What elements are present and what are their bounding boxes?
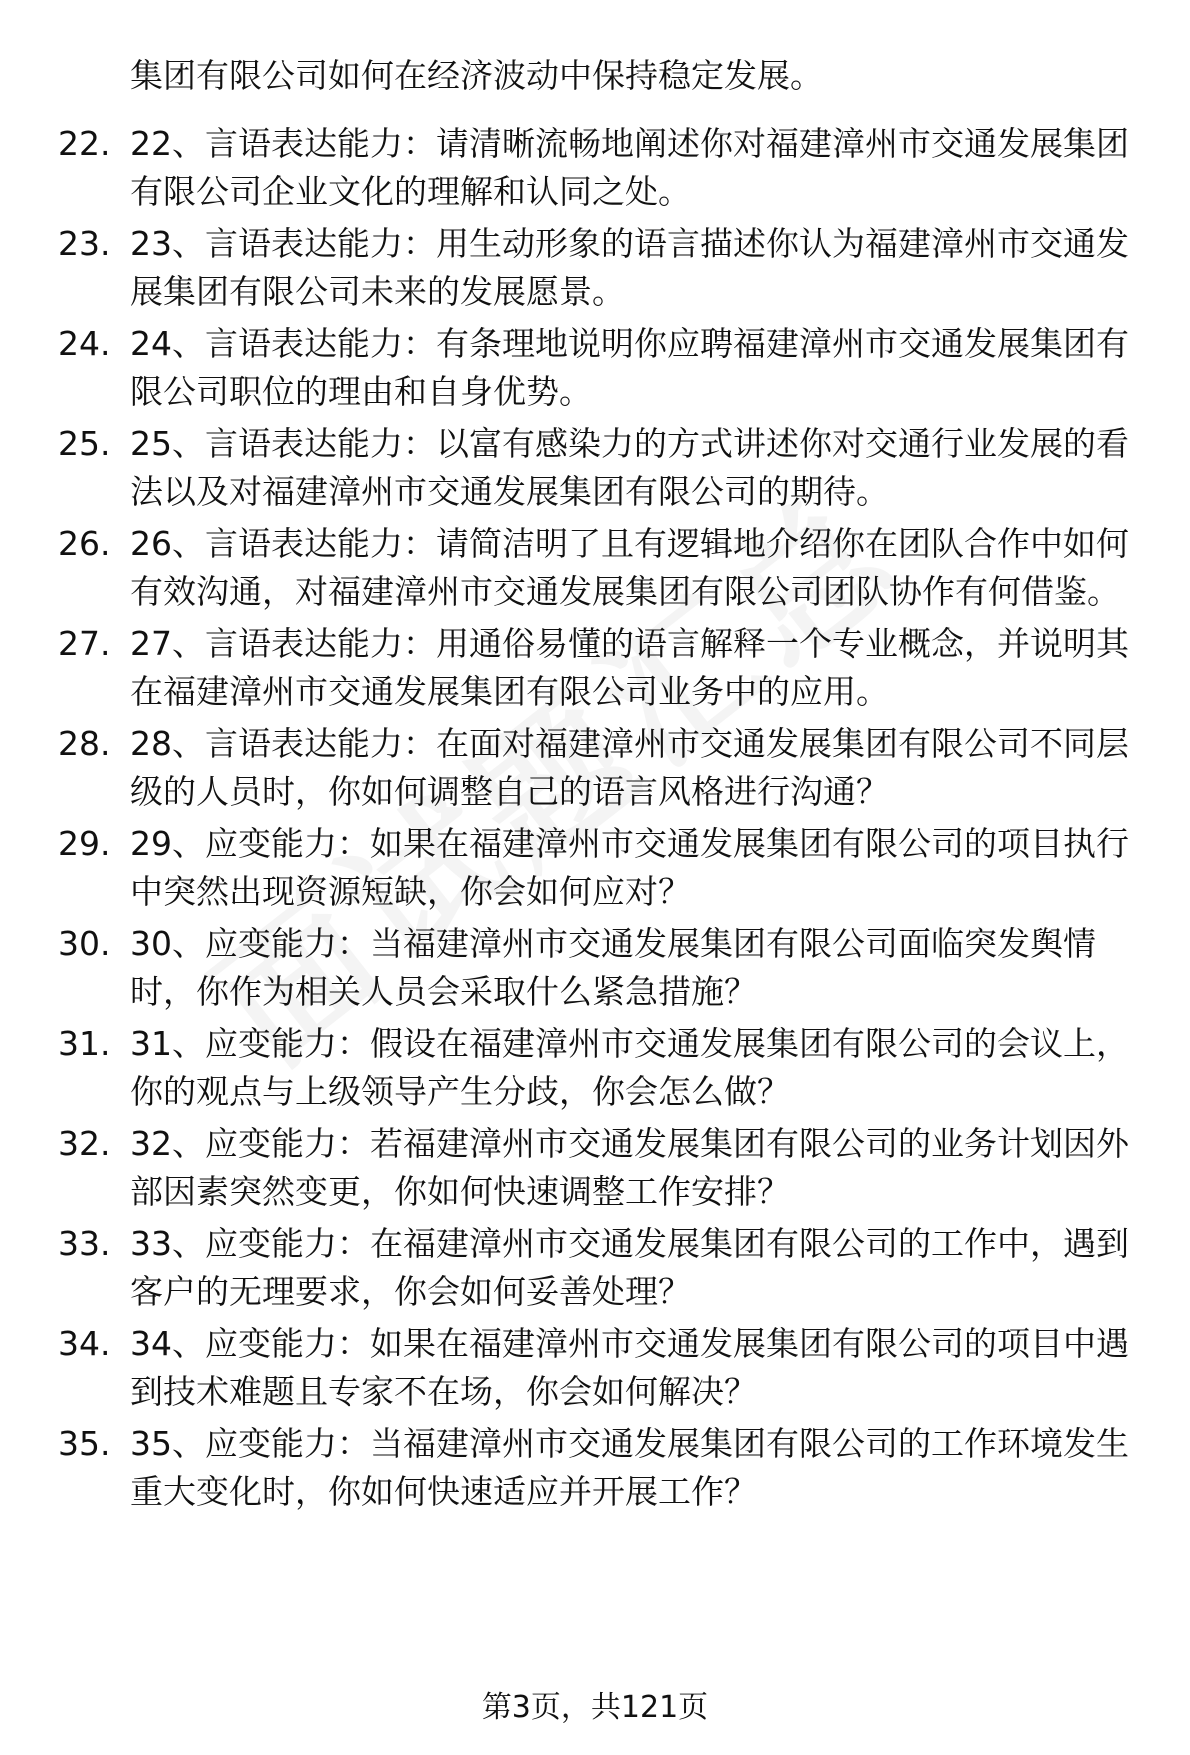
item-number: 31.	[58, 1024, 111, 1063]
list-item	[0, 220, 1190, 316]
item-number: 25.	[58, 424, 111, 463]
list-item	[0, 620, 1190, 716]
question-list	[0, 120, 1190, 1520]
item-text: 27、言语表达能力：用通俗易懂的语言解释一个专业概念，并说明其在福建漳州市交通发展集团有限公司业务中的应用。	[130, 624, 1129, 711]
item-text: 26、言语表达能力：请简洁明了且有逻辑地介绍你在团队合作中如何有效沟通，对福建漳州市交通发展集团有限公司团队协作有何借鉴。	[130, 524, 1129, 611]
item-number: 23.	[58, 224, 111, 263]
item-number: 34.	[58, 1324, 111, 1363]
item-text: 30、应变能力：当福建漳州市交通发展集团有限公司面临突发舆情时，你作为相关人员会采取什么紧急措施？	[130, 924, 1096, 1011]
item-text: 35、应变能力：当福建漳州市交通发展集团有限公司的工作环境发生重大变化时，你如何快速适应并开展工作？	[130, 1424, 1129, 1511]
item-text: 25、言语表达能力：以富有感染力的方式讲述你对交通行业发展的看法以及对福建漳州市交通发展集团有限公司的期待。	[130, 424, 1129, 511]
list-item	[0, 1020, 1190, 1116]
list-item	[0, 820, 1190, 916]
item-text: 24、言语表达能力：有条理地说明你应聘福建漳州市交通发展集团有限公司职位的理由和自身优势。	[130, 324, 1129, 411]
item-text: 32、应变能力：若福建漳州市交通发展集团有限公司的业务计划因外部因素突然变更，你如何快速调整工作安排？	[130, 1124, 1129, 1211]
item-number: 26.	[58, 524, 111, 563]
item-text: 29、应变能力：如果在福建漳州市交通发展集团有限公司的项目执行中突然出现资源短缺，你会如何应对？	[130, 824, 1129, 911]
item-number: 24.	[58, 324, 111, 363]
list-item	[0, 320, 1190, 416]
item-text: 34、应变能力：如果在福建漳州市交通发展集团有限公司的项目中遇到技术难题且专家不在场，你会如何解决？	[130, 1324, 1129, 1411]
item-number: 29.	[58, 824, 111, 863]
item-number: 30.	[58, 924, 111, 963]
list-item	[0, 1420, 1190, 1516]
item-number: 28.	[58, 724, 111, 763]
item-text: 23、言语表达能力：用生动形象的语言描述你认为福建漳州市交通发展集团有限公司未来的发展愿景。	[130, 224, 1129, 311]
list-item	[0, 1220, 1190, 1316]
item-text: 31、应变能力：假设在福建漳州市交通发展集团有限公司的会议上，你的观点与上级领导产生分歧，你会怎么做？	[130, 1024, 1129, 1111]
item-text: 22、言语表达能力：请清晰流畅地阐述你对福建漳州市交通发展集团有限公司企业文化的理解和认同之处。	[130, 124, 1129, 211]
item-number: 32.	[58, 1124, 111, 1163]
list-item	[0, 520, 1190, 616]
list-item	[0, 420, 1190, 516]
list-item	[0, 1120, 1190, 1216]
list-item	[0, 720, 1190, 816]
continuation-text: 集团有限公司如何在经济波动中保持稳定发展。	[130, 56, 823, 95]
item-number: 35.	[58, 1424, 111, 1463]
page-footer: 第3页，共121页	[481, 1690, 709, 1725]
list-item	[0, 1320, 1190, 1416]
item-text: 28、言语表达能力：在面对福建漳州市交通发展集团有限公司不同层级的人员时，你如何调整自己的语言风格进行沟通？	[130, 724, 1129, 811]
item-text: 33、应变能力：在福建漳州市交通发展集团有限公司的工作中，遇到客户的无理要求，你会如何妥善处理？	[130, 1224, 1129, 1311]
list-item	[0, 120, 1190, 216]
item-number: 33.	[58, 1224, 111, 1263]
item-number: 22.	[58, 124, 111, 163]
item-number: 27.	[58, 624, 111, 663]
list-item	[0, 920, 1190, 1016]
